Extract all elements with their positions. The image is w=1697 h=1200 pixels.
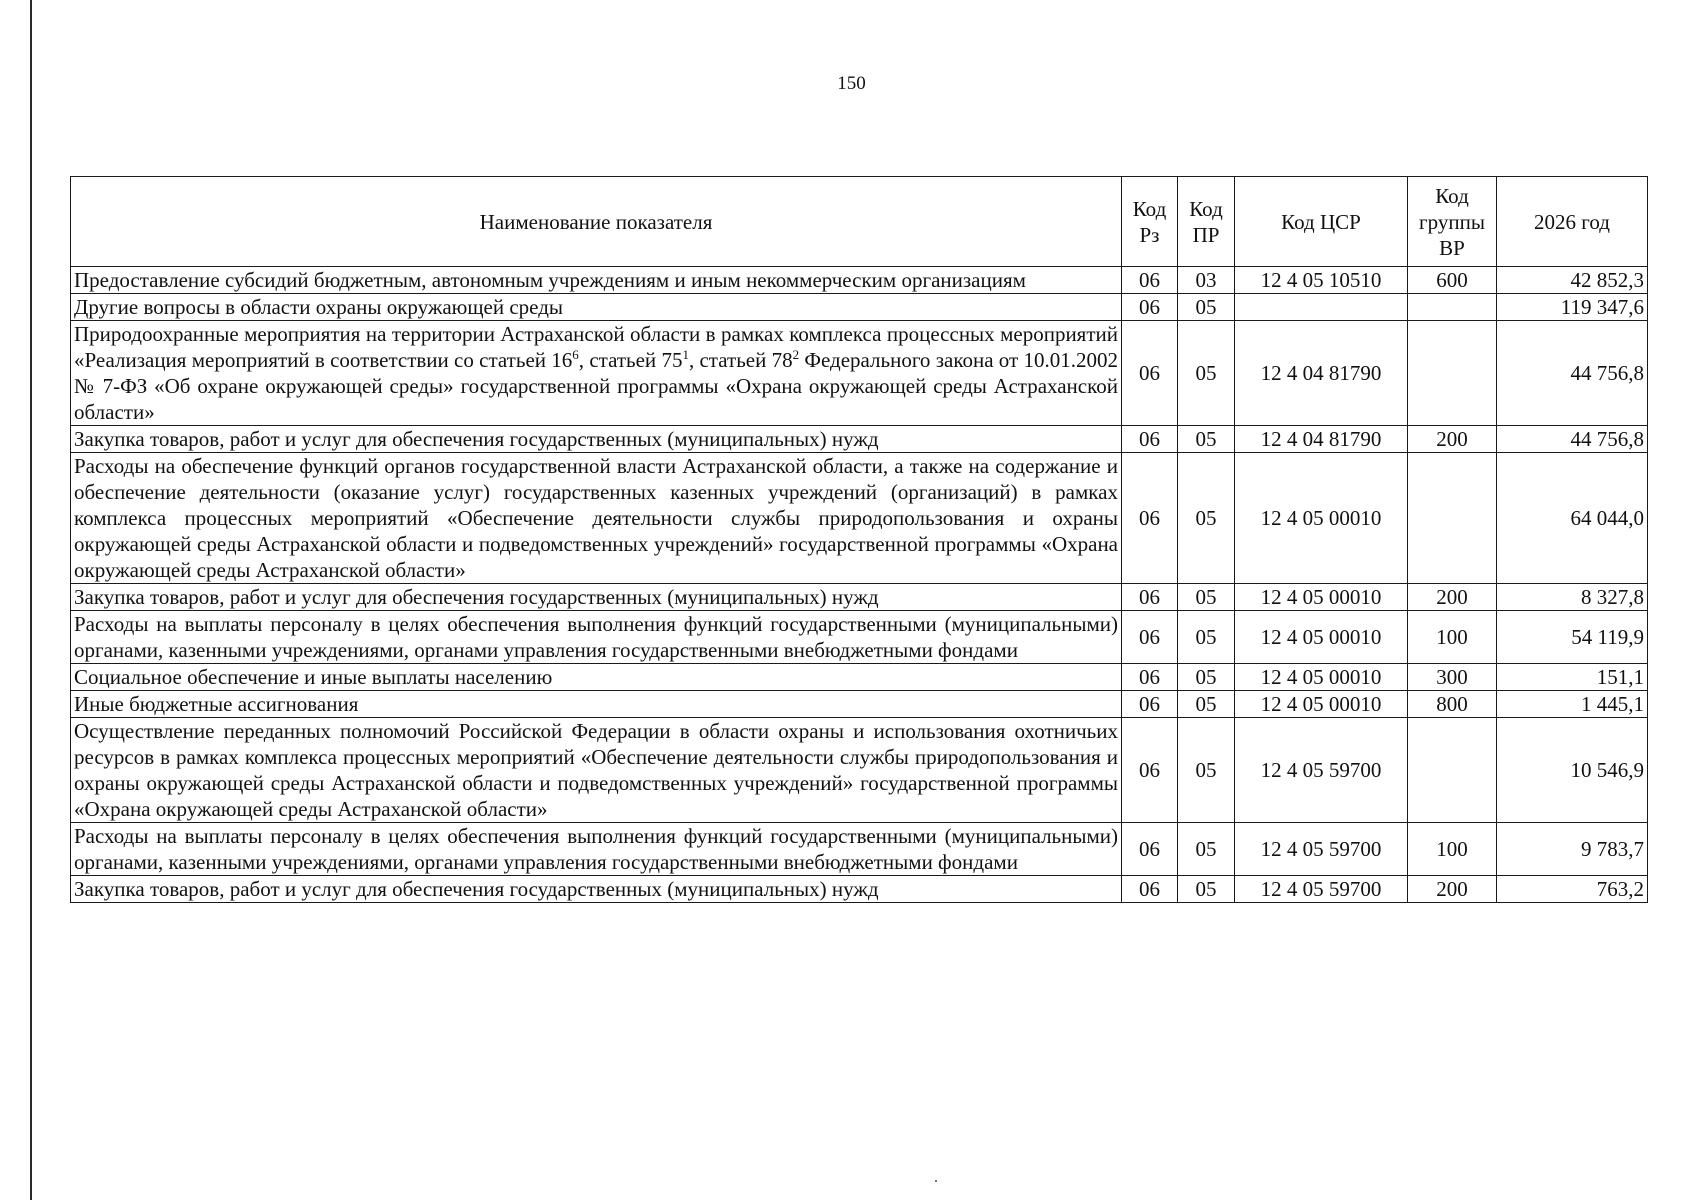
row-amount: 8 327,8	[1497, 584, 1648, 611]
table-row	[71, 584, 1648, 611]
table-row	[71, 611, 1648, 664]
row-csr	[1235, 294, 1408, 321]
row-pr: 05	[1178, 584, 1235, 611]
row-pr: 03	[1178, 267, 1235, 294]
row-amount: 9 783,7	[1497, 823, 1648, 876]
row-pr: 05	[1178, 664, 1235, 691]
row-vr	[1408, 453, 1497, 584]
row-csr: 12 4 05 59700	[1235, 823, 1408, 876]
row-vr: 200	[1408, 584, 1497, 611]
row-pr: 05	[1178, 321, 1235, 426]
row-vr: 200	[1408, 876, 1497, 903]
row-csr: 12 4 05 00010	[1235, 453, 1408, 584]
row-name: Закупка товаров, работ и услуг для обеспечения государственных (муниципальных) нужд	[71, 584, 1122, 611]
row-pr: 05	[1178, 718, 1235, 823]
row-amount: 119 347,6	[1497, 294, 1648, 321]
row-csr: 12 4 05 00010	[1235, 611, 1408, 664]
row-amount: 42 852,3	[1497, 267, 1648, 294]
header-vr: Код группы ВР	[1408, 177, 1497, 267]
table-row	[71, 267, 1648, 294]
row-vr: 200	[1408, 426, 1497, 453]
row-amount: 151,1	[1497, 664, 1648, 691]
header-year: 2026 год	[1497, 177, 1648, 267]
table-row	[71, 321, 1648, 426]
row-pr: 05	[1178, 611, 1235, 664]
row-name: Иные бюджетные ассигнования	[71, 691, 1122, 718]
header-rz: Код Рз	[1122, 177, 1178, 267]
row-rz: 06	[1122, 426, 1178, 453]
row-vr	[1408, 718, 1497, 823]
table-row	[71, 453, 1648, 584]
header-csr: Код ЦСР	[1235, 177, 1408, 267]
row-vr: 100	[1408, 823, 1497, 876]
row-csr: 12 4 05 59700	[1235, 718, 1408, 823]
row-name-part: Природоохранные мероприятия на территории Астраханской области в рамках комплекса процессных мероприятий «Реализация мероприятий в соответствии со статьей 16	[74, 322, 1118, 372]
row-pr: 05	[1178, 691, 1235, 718]
row-name	[71, 321, 1122, 426]
row-name: Предоставление субсидий бюджетным, автономным учреждениям и иным некоммерческим организациям	[71, 267, 1122, 294]
row-csr: 12 4 04 81790	[1235, 426, 1408, 453]
row-amount: 1 445,1	[1497, 691, 1648, 718]
header-name: Наименование показателя	[71, 177, 1122, 267]
table-header-row	[71, 177, 1648, 267]
row-rz: 06	[1122, 823, 1178, 876]
row-amount: 54 119,9	[1497, 611, 1648, 664]
scan-speck	[935, 1180, 937, 1182]
table-row	[71, 718, 1648, 823]
row-vr	[1408, 321, 1497, 426]
row-vr	[1408, 294, 1497, 321]
table-row	[71, 294, 1648, 321]
row-name: Социальное обеспечение и иные выплаты населению	[71, 664, 1122, 691]
table-row	[71, 823, 1648, 876]
row-csr: 12 4 05 10510	[1235, 267, 1408, 294]
row-name: Закупка товаров, работ и услуг для обеспечения государственных (муниципальных) нужд	[71, 876, 1122, 903]
superscript: 2	[792, 347, 800, 362]
row-vr: 300	[1408, 664, 1497, 691]
superscript: 6	[572, 347, 579, 362]
row-amount: 64 044,0	[1497, 453, 1648, 584]
row-amount: 763,2	[1497, 876, 1648, 903]
row-name-part: , статьей 78	[688, 348, 793, 372]
row-name: Расходы на обеспечение функций органов государственной власти Астраханской области, а также на содержание и обеспечение деятельности (оказание услуг) государственных казенных учреждений (организаций) в рамках комплекса процессных мероприятий «Обеспечение деятельности службы природопользования и охраны окружающей среды Астраханской области и подведомственных учреждений» государственной программы «Охрана окружающей среды Астраханской области»	[71, 453, 1122, 584]
row-rz: 06	[1122, 453, 1178, 584]
row-rz: 06	[1122, 321, 1178, 426]
superscript: 1	[682, 347, 689, 362]
row-csr: 12 4 04 81790	[1235, 321, 1408, 426]
row-vr: 800	[1408, 691, 1497, 718]
row-csr: 12 4 05 00010	[1235, 691, 1408, 718]
row-pr: 05	[1178, 426, 1235, 453]
row-csr: 12 4 05 59700	[1235, 876, 1408, 903]
row-name: Расходы на выплаты персоналу в целях обеспечения выполнения функций государственными (муниципальными) органами, казенными учреждениями, органами управления государственными внебюджетными фондами	[71, 823, 1122, 876]
row-name: Закупка товаров, работ и услуг для обеспечения государственных (муниципальных) нужд	[71, 426, 1122, 453]
row-amount: 44 756,8	[1497, 321, 1648, 426]
row-rz: 06	[1122, 294, 1178, 321]
table-row	[71, 691, 1648, 718]
row-csr: 12 4 05 00010	[1235, 584, 1408, 611]
row-csr: 12 4 05 00010	[1235, 664, 1408, 691]
row-name: Осуществление переданных полномочий Российской Федерации в области охраны и использования охотничьих ресурсов в рамках комплекса процессных мероприятий «Обеспечение деятельности службы природопользования и охраны окружающей среды Астраханской области и подведомственных учреждений» государственной программы «Охрана окружающей среды Астраханской области»	[71, 718, 1122, 823]
table-row	[71, 664, 1648, 691]
row-amount: 44 756,8	[1497, 426, 1648, 453]
row-rz: 06	[1122, 718, 1178, 823]
row-pr: 05	[1178, 453, 1235, 584]
row-name-part: Федерального закона от 10.01.2002 № 7-ФЗ «Об охране окружающей среды» государственной программы «Охрана окружающей среды Астраханской области»	[74, 348, 1118, 424]
row-rz: 06	[1122, 611, 1178, 664]
budget-table	[70, 176, 1648, 903]
row-rz: 06	[1122, 664, 1178, 691]
row-pr: 05	[1178, 876, 1235, 903]
row-name: Расходы на выплаты персоналу в целях обеспечения выполнения функций государственными (муниципальными) органами, казенными учреждениями, органами управления государственными внебюджетными фондами	[71, 611, 1122, 664]
table-row	[71, 876, 1648, 903]
row-vr: 600	[1408, 267, 1497, 294]
row-rz: 06	[1122, 267, 1178, 294]
row-vr: 100	[1408, 611, 1497, 664]
row-rz: 06	[1122, 876, 1178, 903]
row-name-part: , статьей 75	[578, 348, 683, 372]
table-row	[71, 426, 1648, 453]
scan-edge-line	[30, 0, 32, 1200]
row-amount: 10 546,9	[1497, 718, 1648, 823]
row-rz: 06	[1122, 691, 1178, 718]
row-pr: 05	[1178, 294, 1235, 321]
row-pr: 05	[1178, 823, 1235, 876]
row-name: Другие вопросы в области охраны окружающей среды	[71, 294, 1122, 321]
page-number: 150	[837, 73, 866, 94]
header-pr: Код ПР	[1178, 177, 1235, 267]
row-rz: 06	[1122, 584, 1178, 611]
